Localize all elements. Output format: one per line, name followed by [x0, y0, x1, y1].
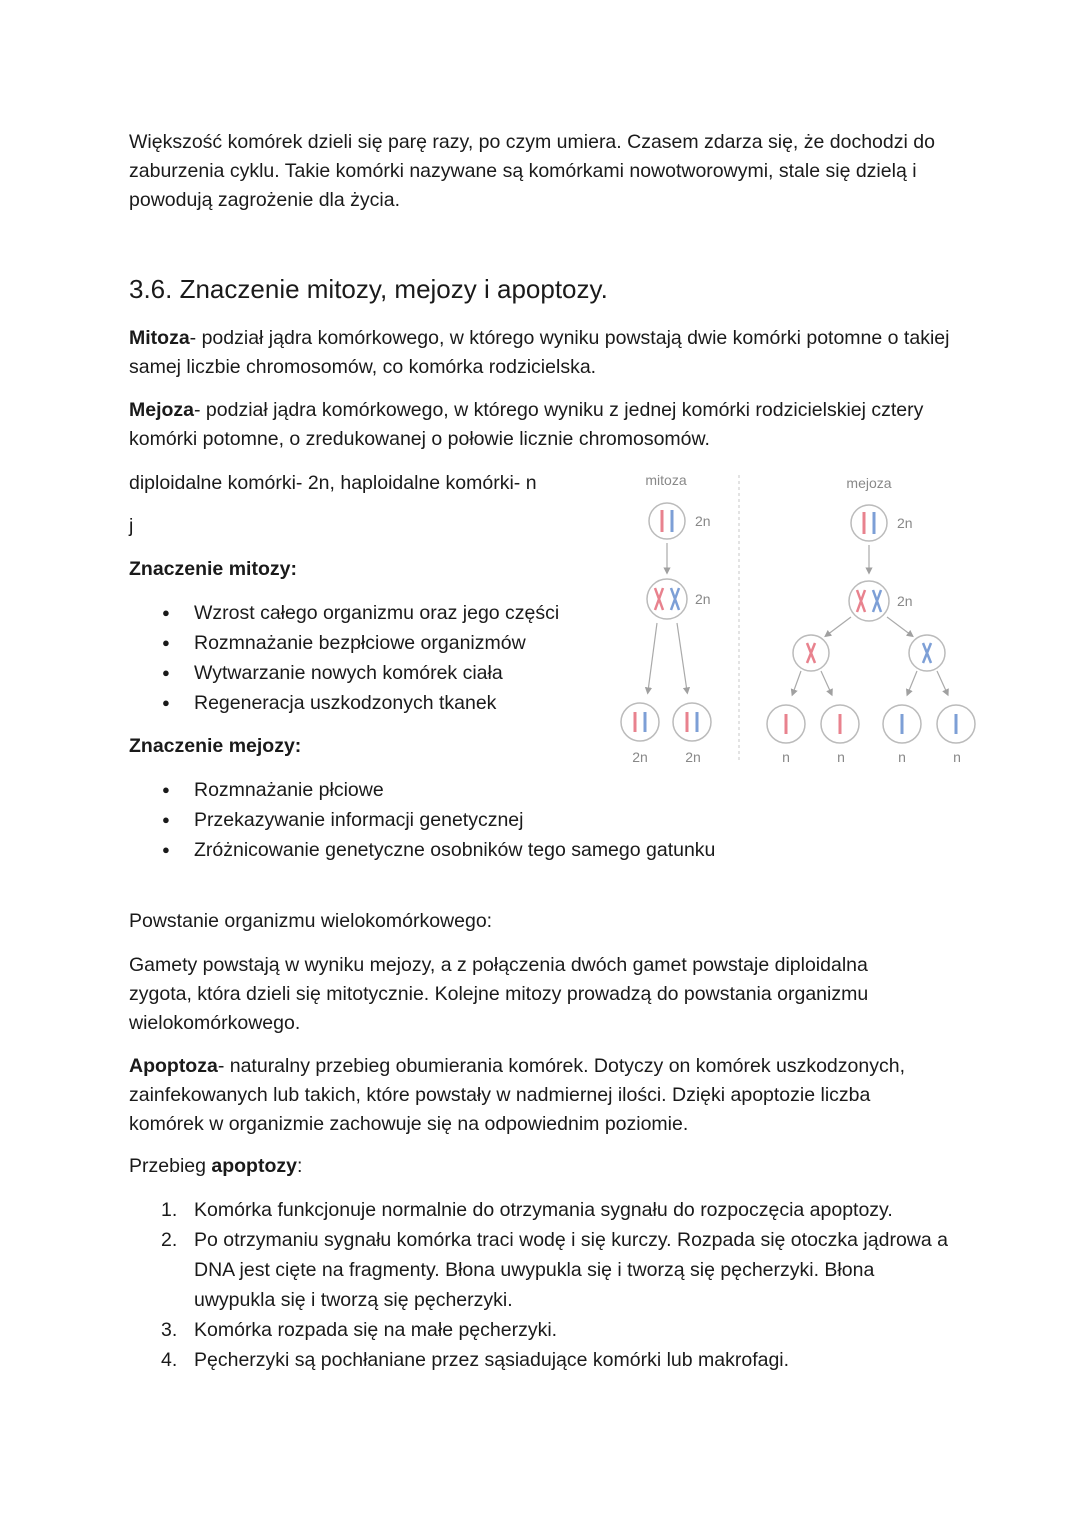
- meiosis-arrow: [887, 617, 911, 635]
- list-item: ● Rozmnażanie płciowe: [129, 775, 849, 805]
- list-item: 4. Pęcherzyki są pochłaniane przez sąsiadujące komórki lub makrofagi.: [161, 1349, 790, 1371]
- mitosis-replicated-cell: [647, 579, 687, 619]
- list-item: ● Przekazywanie informacji genetycznej: [129, 805, 849, 835]
- meiosis-definition: [129, 396, 959, 454]
- list-item: ● Regeneracja uszkodzonych tkanek: [129, 688, 609, 718]
- mitosis-daughter-cell: [673, 703, 711, 741]
- meiosis-term: Mejoza: [129, 399, 195, 421]
- meiosis-replicated-ploidy: 2n: [897, 593, 913, 609]
- list-item: ● Rozmnażanie bezpłciowe organizmów: [129, 628, 609, 658]
- mitosis-daughter-ploidy: 2n: [685, 749, 701, 765]
- mitosis-replicated-ploidy: 2n: [695, 591, 711, 607]
- meiosis-gamete-ploidy: n: [782, 749, 790, 765]
- list-item: 1. Komórka funkcjonuje normalnie do otrzymania sygnału do rozpoczęcia apoptozy.: [161, 1199, 893, 1221]
- meiosis-arrow: [821, 671, 831, 693]
- list-item: 2. Po otrzymaniu sygnału komórka traci wodę i się kurczy. Rozpada się otoczka jądrowa a DNA jest cięte na fragmenty. Błona uwypukla się i tworzą się pęcherzyki. Błona uwypukla się i tworzą się pęcherzyki.: [161, 1229, 948, 1311]
- apoptosis-term: Apoptoza: [129, 1055, 218, 1077]
- meiosis-significance-title: Znaczenie mejozy:: [129, 735, 302, 757]
- section-heading: 3.6. Znaczenie mitozy, mejozy i apoptozy.: [129, 274, 608, 304]
- meiosis-replicated-cell: [849, 581, 889, 621]
- organism-title: Powstanie organizmu wielokomórkowego:: [129, 910, 493, 932]
- mitosis-definition-text: - podział jądra komórkowego, w którego wyniku powstają dwie komórki potomne o takiej samej liczbie chromosomów, co komórka rodzicielska.: [129, 327, 950, 378]
- apoptosis-steps-list: [129, 1195, 959, 1375]
- mitosis-term: Mitoza: [129, 327, 190, 349]
- mitosis-arrow: [677, 623, 687, 691]
- mitosis-arrow: [648, 623, 657, 691]
- mitosis-daughter-cell: [621, 703, 659, 741]
- meiosis-arrow: [793, 671, 801, 693]
- meiosis-gamete-cell: [767, 705, 805, 743]
- meiosis-significance-list: [129, 775, 849, 865]
- meiosis-gamete-cell: [883, 705, 921, 743]
- meiosis-parent-cell: [851, 505, 887, 541]
- meiosis-intermediate-cell: [909, 635, 945, 671]
- list-item: 3. Komórka rozpada się na małe pęcherzyki.: [161, 1319, 558, 1341]
- mitosis-label: mitoza: [645, 472, 687, 488]
- meiosis-arrow: [827, 617, 851, 635]
- stray-character: j: [129, 515, 134, 537]
- ploidy-line: diploidalne komórki- 2n, haploidalne komórki- n: [129, 472, 537, 494]
- organism-paragraph: Gamety powstają w wyniku mejozy, a z połączenia dwóch gamet powstaje diploidalna zygota, która dzieli się mitotycznie. Kolejne mitozy prowadzą do powstania organizmu wielokomórkowego.: [129, 954, 869, 1034]
- apoptosis-course-title: Przebieg apoptozy:: [129, 1155, 303, 1177]
- intro-paragraph: Większość komórek dzieli się parę razy, po czym umiera. Czasem zdarza się, że dochodzi do zaburzenia cyklu. Takie komórki nazywane są komórkami nowotworowymi, stale się dzielą i powodują zagrożenie dla życia.: [129, 131, 935, 211]
- meiosis-arrow: [908, 671, 917, 693]
- meiosis-gamete-cell: [821, 705, 859, 743]
- meiosis-intermediate-cell: [793, 635, 829, 671]
- list-item: ● Wytwarzanie nowych komórek ciała: [129, 658, 609, 688]
- meiosis-gamete-ploidy: n: [898, 749, 906, 765]
- list-item: ● Wzrost całego organizmu oraz jego części: [129, 598, 609, 628]
- meiosis-gamete-ploidy: n: [837, 749, 845, 765]
- list-item: ● Zróżnicowanie genetyczne osobników tego samego gatunku: [129, 835, 849, 865]
- mitosis-meiosis-diagram: [615, 465, 990, 775]
- meiosis-label: mejoza: [846, 475, 892, 491]
- mitosis-parent-cell: [649, 503, 685, 539]
- meiosis-gamete-ploidy: n: [953, 749, 961, 765]
- mitosis-definition: [129, 324, 959, 382]
- meiosis-definition-text: - podział jądra komórkowego, w którego wyniku z jednej komórki rodzicielskiej cztery komórki potomne, o zredukowanej o połowie licznie chromosomów.: [129, 399, 924, 450]
- mitosis-significance-list: [129, 598, 609, 718]
- apoptosis-definition: [129, 1052, 939, 1139]
- apoptosis-definition-text: - naturalny przebieg obumierania komórek. Dotyczy on komórek uszkodzonych, zainfekowanych lub takich, które powstały w nadmiernej ilości. Dzięki apoptozie liczba komórek w organizmie zachowuje się na odpowiednim poziomie.: [129, 1055, 905, 1135]
- mitosis-significance-title: Znaczenie mitozy:: [129, 558, 297, 580]
- mitosis-daughter-ploidy: 2n: [632, 749, 648, 765]
- meiosis-parent-ploidy: 2n: [897, 515, 913, 531]
- mitosis-parent-ploidy: 2n: [695, 513, 711, 529]
- meiosis-gamete-cell: [937, 705, 975, 743]
- meiosis-arrow: [937, 671, 947, 693]
